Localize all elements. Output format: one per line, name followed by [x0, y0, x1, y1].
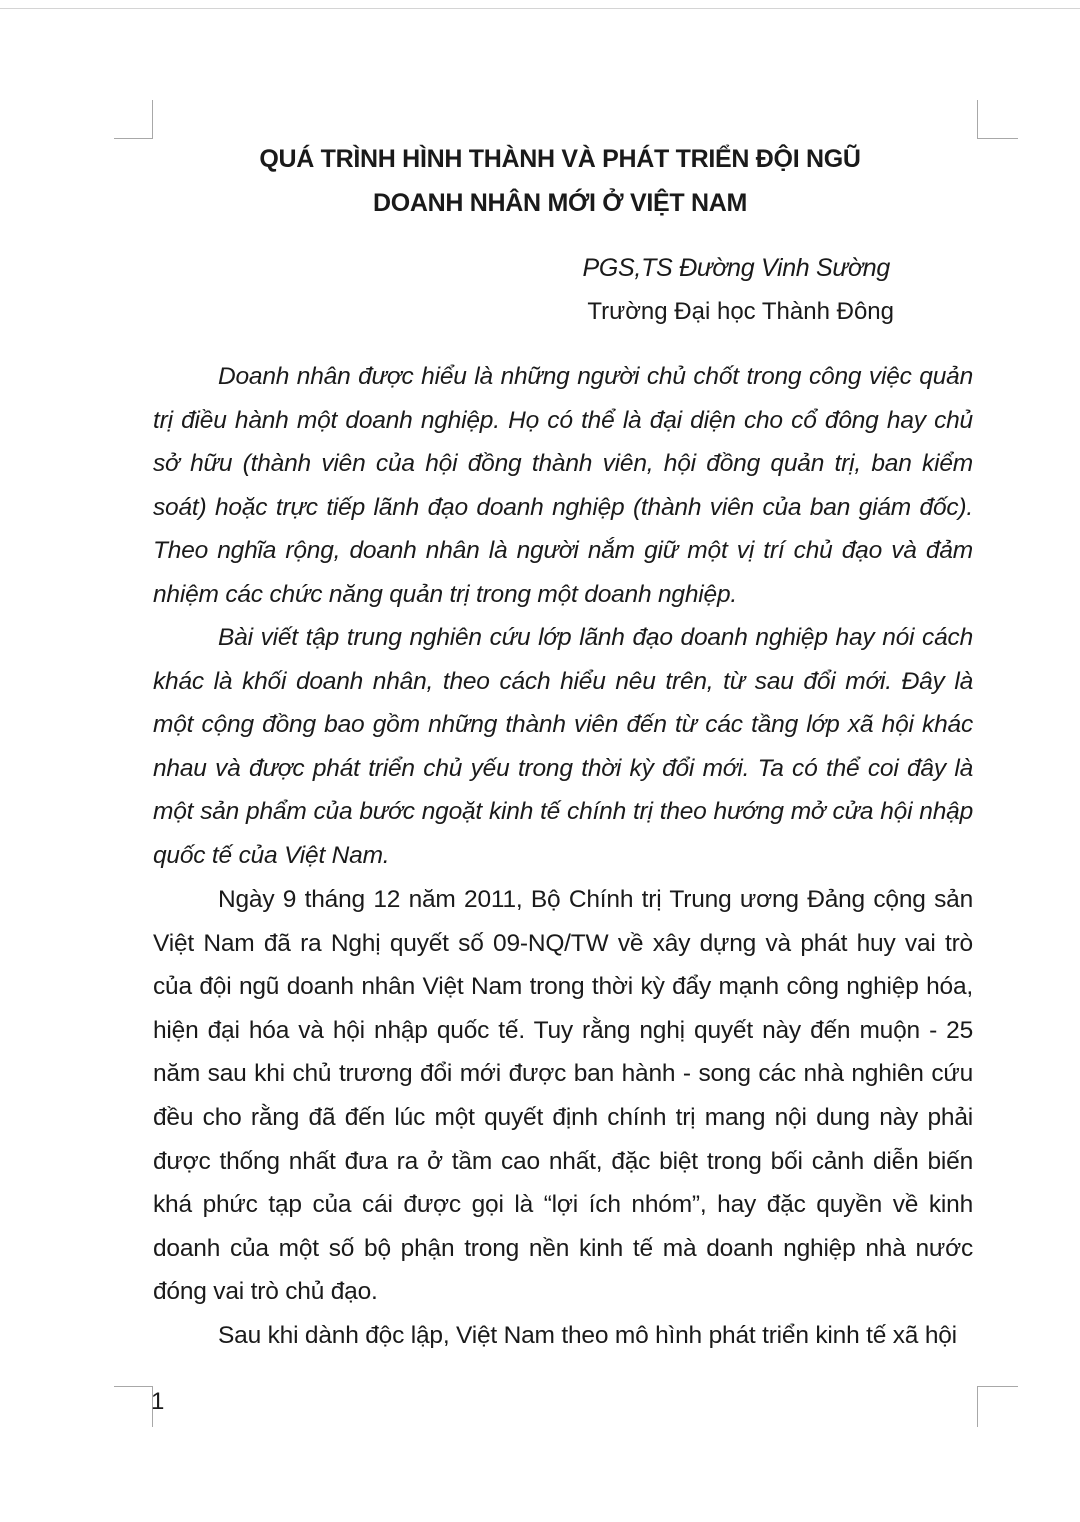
crop-mark-bottom-right: [977, 1386, 1018, 1427]
author-affiliation: Trường Đại học Thành Đông: [587, 298, 894, 325]
document-title-line-1: QUÁ TRÌNH HÌNH THÀNH VÀ PHÁT TRIỂN ĐỘI NGŨ: [259, 145, 861, 173]
page-top-edge: [0, 8, 1080, 9]
crop-mark-top-right: [977, 100, 1018, 139]
page-number: 1: [151, 1388, 165, 1415]
paragraph-scope: Bài viết tập trung nghiên cứu lớp lãnh đạo doanh nghiệp hay nói cách khác là khối doanh nhân, theo cách hiểu nêu trên, từ sau đổi mới. Đây là một cộng đồng bao gồm những thành viên đến từ các tầng lớp xã hội khác nhau và được phát triển chủ yếu trong thời kỳ đổi mới. Ta có thể coi đây là một sản phẩm của bước ngoặt kinh tế chính trị theo hướng mở cửa hội nhập quốc tế của Việt Nam.: [153, 624, 973, 869]
paragraph-independence: Sau khi dành độc lập, Việt Nam theo mô hình phát triển kinh tế xã hội: [218, 1322, 957, 1349]
paragraph-resolution: Ngày 9 tháng 12 năm 2011, Bộ Chính trị Trung ương Đảng cộng sản Việt Nam đã ra Nghị quyết số 09-NQ/TW về xây dựng và phát huy vai trò của đội ngũ doanh nhân Việt Nam trong thời kỳ đẩy mạnh công nghiệp hóa, hiện đại hóa và hội nhập quốc tế. Tuy rằng nghị quyết này đến muộn - 25 năm sau khi chủ trương đổi mới được ban hành - song các nhà nghiên cứu đều cho rằng đã đến lúc một quyết định chính trị mang nội dung này phải được thống nhất đưa ra ở tầm cao nhất, đặc biệt trong bối cảnh diễn biến khá phức tạp của cái được gọi là “lợi ích nhóm”, hay đặc quyền về kinh doanh của một số bộ phận trong nền kinh tế mà doanh nghiệp nhà nước đóng vai trò chủ đạo.: [153, 886, 973, 1306]
author-name: PGS,TS Đường Vinh Sường: [582, 254, 890, 282]
paragraph-definition: Doanh nhân được hiểu là những người chủ chốt trong công việc quản trị điều hành một doanh nghiệp. Họ có thể là đại diện cho cổ đông hay chủ sở hữu (thành viên của hội đồng thành viên, hội đồng quản trị, ban kiểm soát) hoặc trực tiếp lãnh đạo doanh nghiệp (thành viên của ban giám đốc). Theo nghĩa rộng, doanh nhân là người nắm giữ một vị trí chủ đạo và đảm nhiệm các chức năng quản trị trong một doanh nghiệp.: [153, 363, 973, 608]
document-title-line-2: DOANH NHÂN MỚI Ở VIỆT NAM: [372, 189, 748, 217]
crop-mark-top-left: [114, 100, 153, 139]
crop-mark-bottom-left: [114, 1386, 153, 1427]
